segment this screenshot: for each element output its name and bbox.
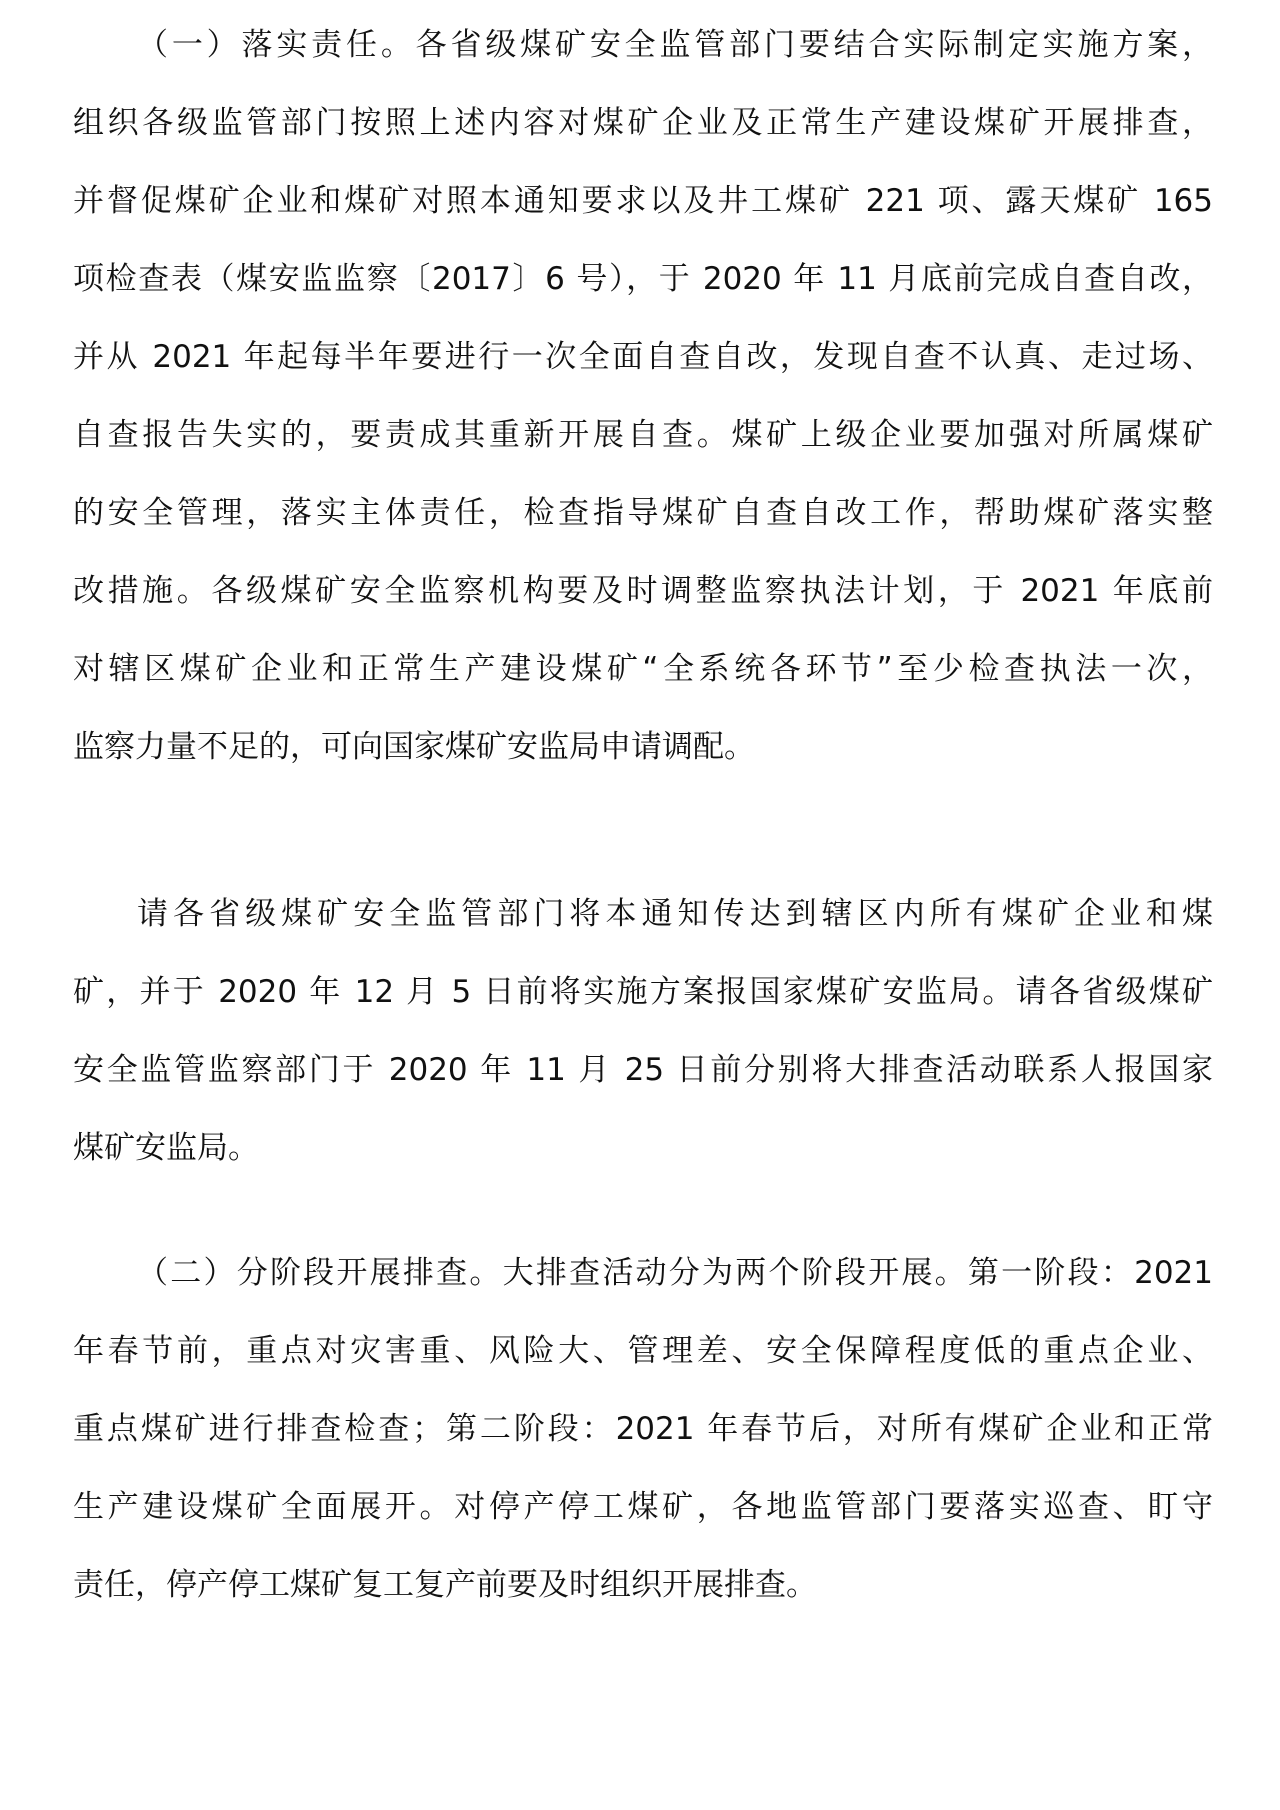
text-line: 组织各级监管部门按照上述内容对煤矿企业及正常生产建设煤矿开展排查， (73, 105, 1213, 141)
text-line: 年春节前，重点对灾害重、风险大、管理差、安全保障程度低的重点企业、 (73, 1333, 1213, 1369)
text-line: 责任，停产停工煤矿复工复产前要及时组织开展排查。 (73, 1567, 817, 1603)
text-line: 并督促煤矿企业和煤矿对照本通知要求以及井工煤矿 221 项、露天煤矿 165 (73, 183, 1213, 219)
paragraph-phased-inspection (73, 1234, 1213, 1624)
text-line: （二）分阶段开展排查。大排查活动分为两个阶段开展。第一阶段：2021 (137, 1255, 1213, 1291)
text-line: 重点煤矿进行排查检查；第二阶段：2021 年春节后，对所有煤矿企业和正常 (73, 1411, 1213, 1447)
text-line: 项检查表（煤安监监察〔2017〕6 号），于 2020 年 11 月底前完成自查自改， (73, 261, 1213, 297)
text-line: 自查报告失实的，要责成其重新开展自查。煤矿上级企业要加强对所属煤矿 (73, 417, 1213, 453)
text-line: 煤矿安监局。 (73, 1130, 259, 1166)
text-line: 对辖区煤矿企业和正常生产建设煤矿“全系统各环节”至少检查执法一次， (73, 651, 1213, 687)
text-line: 生产建设煤矿全面展开。对停产停工煤矿，各地监管部门要落实巡查、盯守 (73, 1489, 1213, 1525)
text-line: 改措施。各级煤矿安全监察机构要及时调整监察执法计划，于 2021 年底前 (73, 573, 1213, 609)
text-line: （一）落实责任。各省级煤矿安全监管部门要结合实际制定实施方案， (137, 27, 1213, 63)
paragraph-implementation-responsibility (73, 6, 1213, 786)
paragraph-notification-reporting (73, 875, 1213, 1187)
text-line: 并从 2021 年起每半年要进行一次全面自查自改，发现自查不认真、走过场、 (73, 339, 1213, 375)
text-line: 的安全管理，落实主体责任，检查指导煤矿自查自改工作，帮助煤矿落实整 (73, 495, 1213, 531)
text-line: 请各省级煤矿安全监管部门将本通知传达到辖区内所有煤矿企业和煤 (137, 896, 1213, 932)
text-line: 安全监管监察部门于 2020 年 11 月 25 日前分别将大排查活动联系人报国家 (73, 1052, 1213, 1088)
text-line: 监察力量不足的，可向国家煤矿安监局申请调配。 (73, 729, 755, 765)
text-line: 矿，并于 2020 年 12 月 5 日前将实施方案报国家煤矿安监局。请各省级煤矿 (73, 974, 1213, 1010)
